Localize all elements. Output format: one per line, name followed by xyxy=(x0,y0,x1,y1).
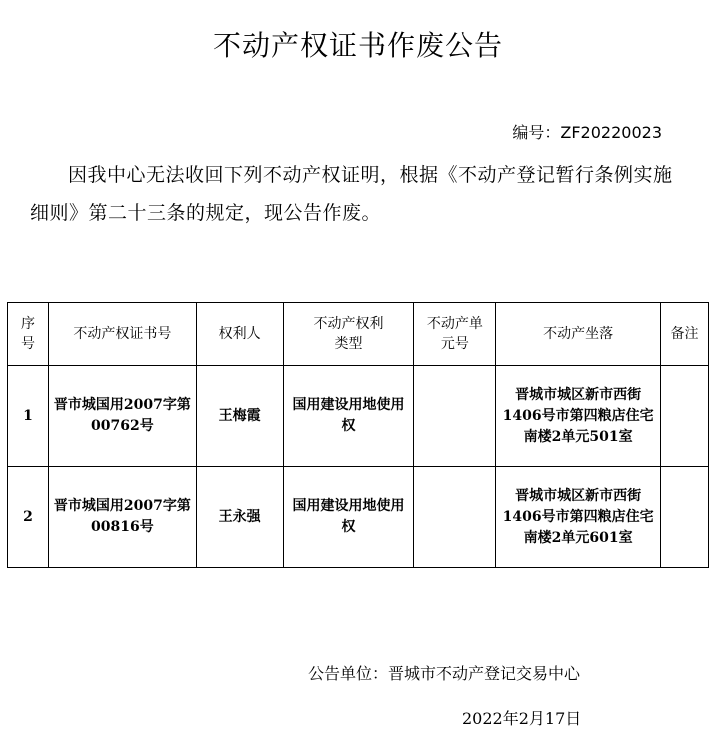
cell-location: 晋城市城区新市西街1406号市第四粮店住宅南楼2单元601室 xyxy=(496,467,661,568)
header-right-type: 不动产权利类型 xyxy=(283,303,414,366)
header-remark: 备注 xyxy=(661,303,709,366)
cell-seq: 2 xyxy=(8,467,49,568)
header-cert-no: 不动产权证书号 xyxy=(48,303,196,366)
document-number: 编号：ZF20220023 xyxy=(512,123,662,142)
announcing-unit: 公告单位：晋城市不动产登记交易中心 xyxy=(308,664,581,683)
header-location: 不动产坐落 xyxy=(496,303,661,366)
table-row xyxy=(8,366,709,467)
announcement-paragraph xyxy=(30,156,680,232)
cell-cert-no: 晋市城国用2007字第00816号 xyxy=(48,467,196,568)
header-unit-no: 不动产单元号 xyxy=(414,303,496,366)
cell-right-type: 国用建设用地使用权 xyxy=(283,467,414,568)
announcement-date: 2022年2月17日 xyxy=(462,709,582,728)
cell-remark xyxy=(661,366,709,467)
cell-holder: 王梅霞 xyxy=(196,366,283,467)
cell-unit-no xyxy=(414,467,496,568)
cell-cert-no: 晋市城国用2007字第00762号 xyxy=(48,366,196,467)
header-holder: 权利人 xyxy=(196,303,283,366)
cell-seq: 1 xyxy=(8,366,49,467)
cell-right-type: 国用建设用地使用权 xyxy=(283,366,414,467)
cell-location: 晋城市城区新市西街1406号市第四粮店住宅南楼2单元501室 xyxy=(496,366,661,467)
table-row xyxy=(8,467,709,568)
table-header-row xyxy=(8,303,709,366)
header-seq: 序号 xyxy=(8,303,49,366)
cell-unit-no xyxy=(414,366,496,467)
page-title: 不动产权证书作废公告 xyxy=(212,29,503,62)
cell-remark xyxy=(661,467,709,568)
cell-holder: 王永强 xyxy=(196,467,283,568)
announcement-text: 因我中心无法收回下列不动产权证明，根据《不动产登记暂行条例实施细则》第二十三条的规定，现公告作废。 xyxy=(30,164,673,224)
certificate-table xyxy=(7,302,709,568)
